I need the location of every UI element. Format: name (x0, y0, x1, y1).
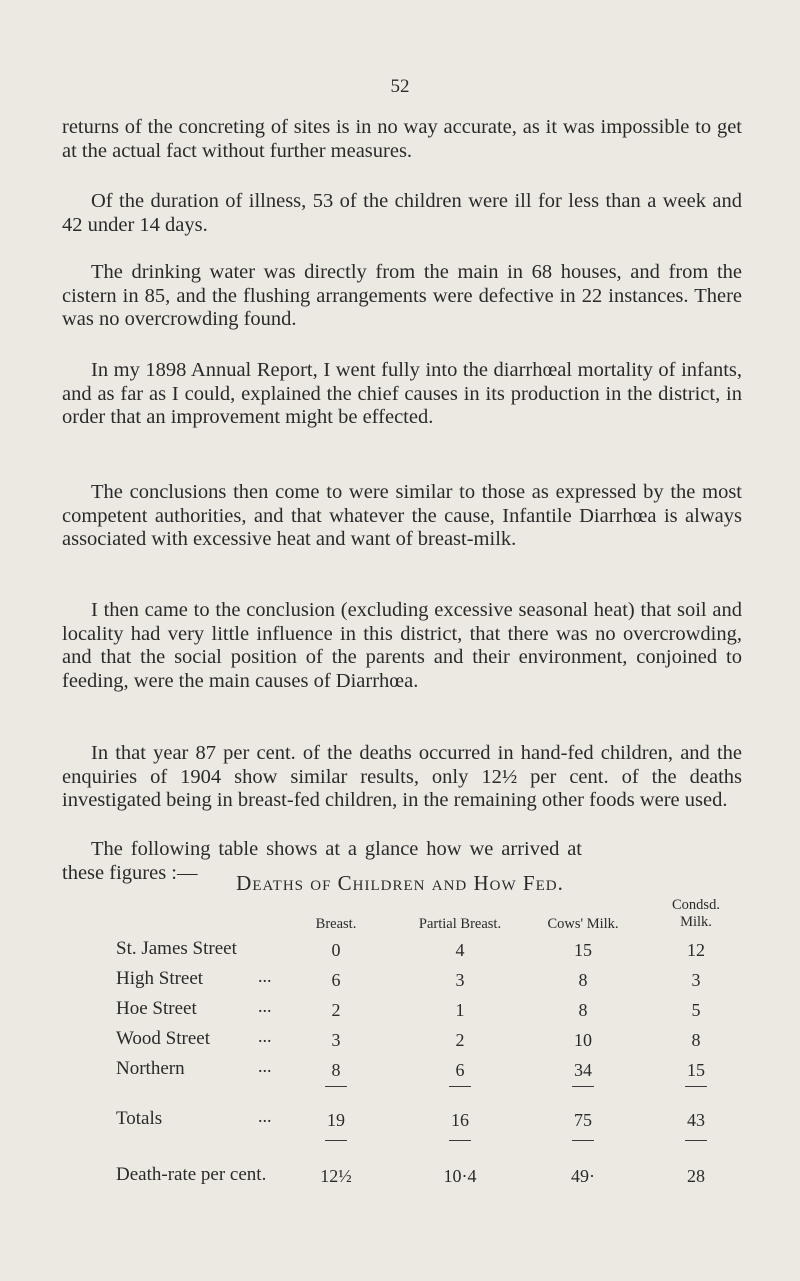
paragraph-1: returns of the concreting of sites is in no way accurate, as it was impossible to get at the actual fact without further measures. (62, 116, 742, 162)
table-cell: 3 (455, 970, 465, 990)
leader-dots: ... (258, 1056, 272, 1076)
subtotal-rule (325, 1086, 347, 1087)
table-cell: 15 (687, 1060, 705, 1080)
paragraph-4: In my 1898 Annual Report, I went fully into the diarrhœal mortality of infants, and as far as I could, explained the chief causes in its production in the district, in order that an improvement might be effected. (62, 359, 742, 428)
totals-cell: 75 (574, 1110, 592, 1130)
table-cell: 1 (455, 1000, 465, 1020)
table-cell: 8 (331, 1060, 341, 1080)
death-rate-cell: 10·4 (443, 1166, 477, 1186)
table-cell: 15 (574, 940, 592, 960)
totals-cell: 19 (327, 1110, 345, 1130)
col-header-breast: Breast. (315, 916, 357, 932)
table-cell: 10 (574, 1030, 592, 1050)
table-cell: 12 (687, 940, 705, 960)
leader-dots: ... (258, 966, 272, 986)
row-label: High Street (116, 968, 204, 989)
paragraph-7: In that year 87 per cent. of the deaths occurred in hand-fed children, and the enquiries of 1904 show similar results, only 12½ per cent. of the deaths investigated being in breast-fed children, in the remaining other foods were used. (62, 742, 742, 811)
total-rule (449, 1140, 471, 1141)
table-title: Deaths of Children and How Fed. (236, 871, 564, 895)
paragraph-2: Of the duration of illness, 53 of the children were ill for less than a week and 42 under 14 days. (62, 190, 742, 236)
table-cell: 6 (331, 970, 341, 990)
paragraph-3: The drinking water was directly from the main in 68 houses, and from the cistern in 85, and the flushing arrangements were defective in 22 instances. There was no overcrowding found. (62, 261, 742, 330)
death-rate-cell: 12½ (320, 1166, 352, 1186)
table-cell: 4 (455, 940, 465, 960)
table-cell: 8 (691, 1030, 701, 1050)
table-cell: 3 (691, 970, 701, 990)
subtotal-rule (449, 1086, 471, 1087)
death-rate-cell: 28 (687, 1166, 705, 1186)
totals-label: Totals (116, 1108, 163, 1129)
leader-dots: ... (258, 1026, 272, 1046)
table-cell: 2 (455, 1030, 465, 1050)
subtotal-rule (685, 1086, 707, 1087)
totals-cell: 16 (451, 1110, 469, 1130)
table-cell: 5 (691, 1000, 701, 1020)
leader-dots: ... (258, 1106, 272, 1126)
table-cell: 34 (574, 1060, 592, 1080)
paragraph-8: The following table shows at a glance how we arrived at these figures :— (62, 838, 582, 884)
total-rule (685, 1140, 707, 1141)
table-cell: 2 (331, 1000, 341, 1020)
paragraph-5: The conclusions then come to were similar to those as expressed by the most competent authorities, and that whatever the cause, Infantile Diarrhœa is always associated with excessive heat and want of breast-milk. (62, 481, 742, 550)
total-rule (572, 1140, 594, 1141)
row-label: Hoe Street (116, 998, 197, 1019)
col-header-cows-milk: Cows' Milk. (547, 916, 619, 932)
row-label: Northern (116, 1058, 185, 1079)
table-cell: 8 (578, 1000, 588, 1020)
col-header-condensed-milk: Condsd. Milk. (672, 897, 720, 930)
subtotal-rule (572, 1086, 594, 1087)
page-number: 52 (390, 76, 410, 97)
row-label: St. James Street (116, 938, 237, 959)
death-rate-label: Death-rate per cent. (116, 1164, 267, 1185)
table-cell: 0 (331, 940, 341, 960)
table-cell: 6 (455, 1060, 465, 1080)
col-header-partial-breast: Partial Breast. (418, 916, 502, 932)
leader-dots: ... (258, 996, 272, 1016)
table-cell: 3 (331, 1030, 341, 1050)
row-label: Wood Street (116, 1028, 210, 1049)
total-rule (325, 1140, 347, 1141)
table-cell: 8 (578, 970, 588, 990)
paragraph-6: I then came to the conclusion (excluding excessive seasonal heat) that soil and locality had very little influence in this district, that there was no overcrowding, and that the social position of the parents and their environment, conjoined to feeding, were the main causes of Diarrhœa. (62, 599, 742, 692)
totals-cell: 43 (687, 1110, 705, 1130)
death-rate-cell: 49· (571, 1166, 595, 1186)
